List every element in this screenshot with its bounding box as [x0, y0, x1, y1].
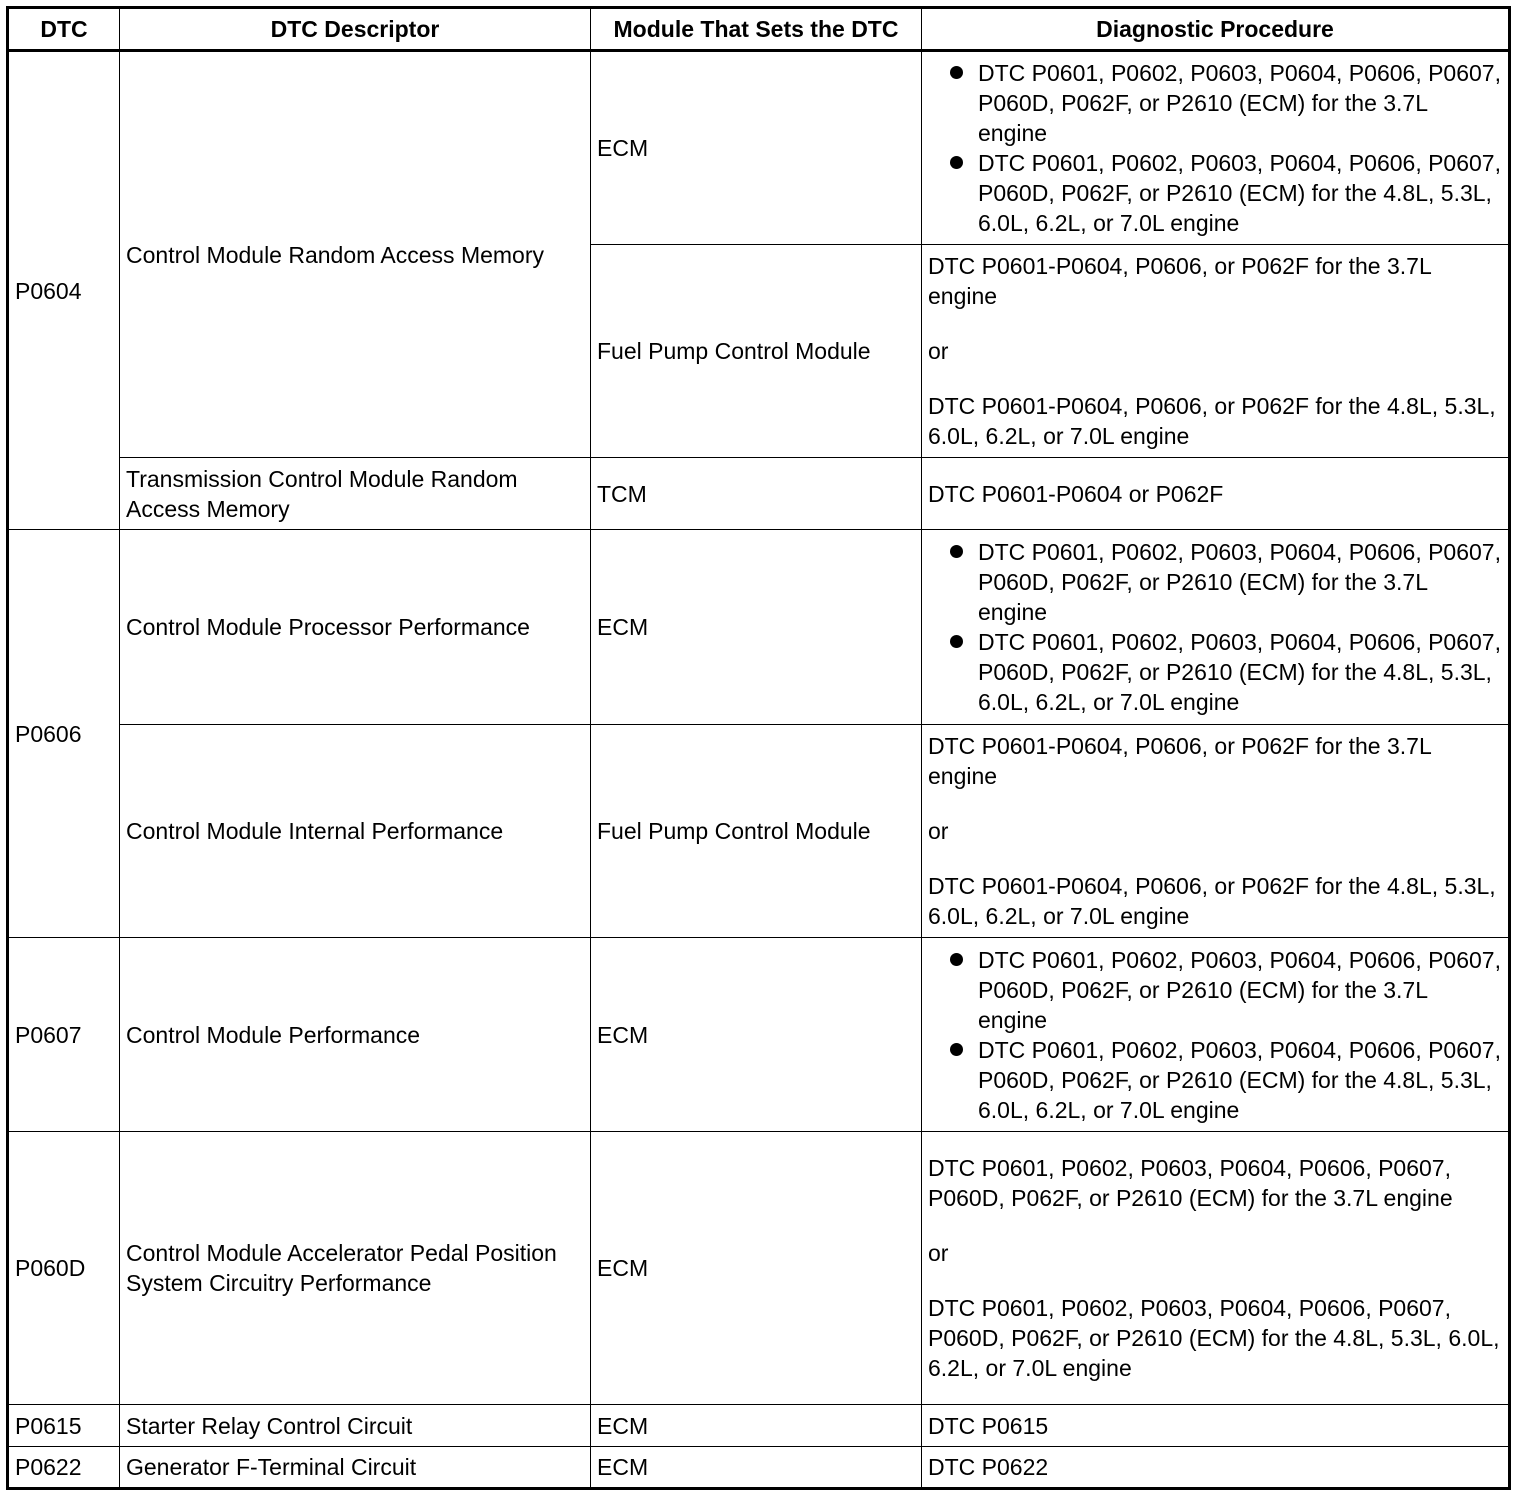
module-cell: Fuel Pump Control Module	[591, 725, 922, 938]
module-cell: ECM	[591, 1405, 922, 1447]
procedure-item: DTC P0601, P0602, P0603, P0604, P0606, P0607, P060D, P062F, or P2610 (ECM) for the 4.8L, 5.3L, 6.0L, 6.2L, or 7.0L engine	[928, 1035, 1502, 1125]
module-cell: ECM	[591, 51, 922, 245]
table-row	[8, 725, 1510, 938]
header-module: Module That Sets the DTC	[591, 8, 922, 51]
procedure-list	[928, 945, 1502, 1125]
procedure-item: DTC P0601, P0602, P0603, P0604, P0606, P0607, P060D, P062F, or P2610 (ECM) for the 3.7L engine	[928, 945, 1502, 1035]
dtc-code-p0604: P0604	[8, 51, 120, 530]
header-row	[8, 8, 1510, 51]
procedure-item: DTC P0601, P0602, P0603, P0604, P0606, P0607, P060D, P062F, or P2610 (ECM) for the 4.8L, 5.3L, 6.0L, 6.2L, or 7.0L engine	[928, 148, 1502, 238]
procedure-or: or	[928, 338, 949, 364]
descriptor-cell: Control Module Internal Performance	[120, 725, 591, 938]
module-cell: Fuel Pump Control Module	[591, 245, 922, 458]
procedure-text: DTC P0601-P0604, P0606, or P062F for the 4.8L, 5.3L, 6.0L, 6.2L, or 7.0L engine	[928, 873, 1496, 929]
procedure-cell	[922, 725, 1510, 938]
procedure-cell: DTC P0615	[922, 1405, 1510, 1447]
dtc-code-p0615: P0615	[8, 1405, 120, 1447]
table-row	[8, 1132, 1510, 1405]
procedure-cell	[922, 530, 1510, 725]
procedure-cell	[922, 1132, 1510, 1405]
procedure-cell	[922, 51, 1510, 245]
descriptor-cell: Control Module Processor Performance	[120, 530, 591, 725]
procedure-text: DTC P0601-P0604, P0606, or P062F for the 3.7L engine	[928, 733, 1431, 789]
dtc-table	[6, 6, 1511, 1490]
table-row	[8, 1405, 1510, 1447]
descriptor-cell: Transmission Control Module Random Access Memory	[120, 458, 591, 530]
table-row	[8, 458, 1510, 530]
procedure-list	[928, 58, 1502, 238]
dtc-code-p0606: P0606	[8, 530, 120, 938]
procedure-item: DTC P0601, P0602, P0603, P0604, P0606, P0607, P060D, P062F, or P2610 (ECM) for the 3.7L engine	[928, 58, 1502, 148]
header-descriptor: DTC Descriptor	[120, 8, 591, 51]
procedure-cell: DTC P0601-P0604 or P062F	[922, 458, 1510, 530]
table-row	[8, 1447, 1510, 1489]
descriptor-cell: Control Module Accelerator Pedal Position System Circuitry Performance	[120, 1132, 591, 1405]
procedure-cell	[922, 245, 1510, 458]
module-cell: ECM	[591, 530, 922, 725]
dtc-code-p060d: P060D	[8, 1132, 120, 1405]
module-cell: TCM	[591, 458, 922, 530]
header-dtc: DTC	[8, 8, 120, 51]
procedure-item: DTC P0601, P0602, P0603, P0604, P0606, P0607, P060D, P062F, or P2610 (ECM) for the 3.7L engine	[928, 537, 1502, 627]
module-cell: ECM	[591, 1447, 922, 1489]
procedure-cell	[922, 938, 1510, 1132]
procedure-or: or	[928, 1240, 949, 1266]
module-cell: ECM	[591, 1132, 922, 1405]
table-row	[8, 938, 1510, 1132]
header-procedure: Diagnostic Procedure	[922, 8, 1510, 51]
descriptor-cell: Generator F-Terminal Circuit	[120, 1447, 591, 1489]
descriptor-cell: Starter Relay Control Circuit	[120, 1405, 591, 1447]
procedure-text: DTC P0601-P0604, P0606, or P062F for the 4.8L, 5.3L, 6.0L, 6.2L, or 7.0L engine	[928, 393, 1496, 449]
procedure-list	[928, 537, 1502, 717]
table-row	[8, 51, 1510, 245]
module-cell: ECM	[591, 938, 922, 1132]
dtc-code-p0622: P0622	[8, 1447, 120, 1489]
table-row	[8, 530, 1510, 725]
procedure-text: DTC P0601, P0602, P0603, P0604, P0606, P0607, P060D, P062F, or P2610 (ECM) for the 3.7L engine	[928, 1155, 1453, 1211]
descriptor-cell: Control Module Performance	[120, 938, 591, 1132]
procedure-text: DTC P0601-P0604, P0606, or P062F for the 3.7L engine	[928, 253, 1431, 309]
procedure-text: DTC P0601, P0602, P0603, P0604, P0606, P0607, P060D, P062F, or P2610 (ECM) for the 4.8L, 5.3L, 6.0L, 6.2L, or 7.0L engine	[928, 1295, 1500, 1381]
descriptor-cell: Control Module Random Access Memory	[120, 51, 591, 458]
procedure-cell: DTC P0622	[922, 1447, 1510, 1489]
dtc-code-p0607: P0607	[8, 938, 120, 1132]
procedure-item: DTC P0601, P0602, P0603, P0604, P0606, P0607, P060D, P062F, or P2610 (ECM) for the 4.8L, 5.3L, 6.0L, 6.2L, or 7.0L engine	[928, 627, 1502, 717]
procedure-or: or	[928, 818, 949, 844]
